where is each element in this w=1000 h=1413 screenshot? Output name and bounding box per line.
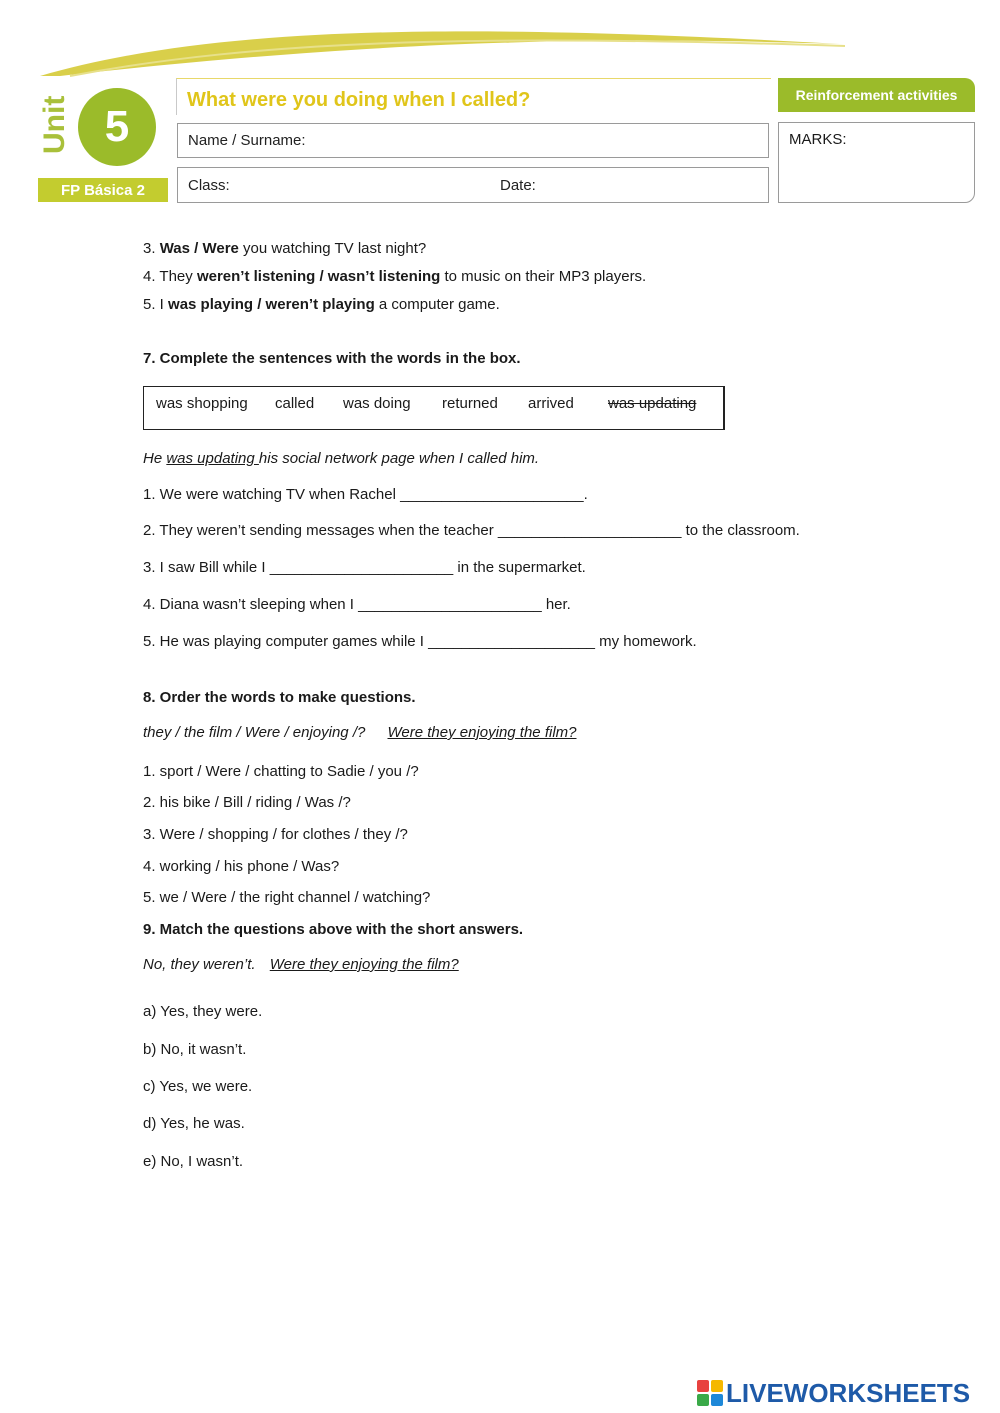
ex6-item-3: 3. Was / Were you watching TV last night? xyxy=(143,240,427,257)
liveworksheets-logo xyxy=(697,1377,970,1409)
ex8-heading: 8. Order the words to make questions. xyxy=(143,689,416,706)
ex8-item-5[interactable]: 5. we / Were / the right channel / watching? xyxy=(143,889,431,906)
ex9-item-a[interactable]: a) Yes, they were. xyxy=(143,1003,263,1020)
ex9-item-d[interactable]: d) Yes, he was. xyxy=(143,1115,245,1132)
ex7-item-4[interactable]: 4. Diana wasn’t sleeping when I ______________________ her. xyxy=(143,596,571,613)
marks-label: MARKS: xyxy=(789,131,847,148)
ex8-item-1[interactable]: 1. sport / Were / chatting to Sadie / you /? xyxy=(143,763,419,780)
class-date-field[interactable] xyxy=(177,167,769,203)
class-label: Class: xyxy=(188,177,230,194)
ex8-item-2[interactable]: 2. his bike / Bill / riding / Was /? xyxy=(143,794,351,811)
ex9-item-e[interactable]: e) No, I wasn’t. xyxy=(143,1153,244,1170)
unit-label: Unit xyxy=(38,95,71,154)
ex6-item-4: 4. They weren’t listening / wasn’t listening to music on their MP3 players. xyxy=(143,268,647,285)
word-box-item: was doing xyxy=(343,395,411,412)
reinforcement-badge: Reinforcement activities xyxy=(778,78,975,112)
ex8-item-3[interactable]: 3. Were / shopping / for clothes / they /? xyxy=(143,826,408,843)
ex7-item-2[interactable]: 2. They weren’t sending messages when the teacher ______________________ to the classroom. xyxy=(143,522,800,539)
word-box-item: arrived xyxy=(528,395,574,412)
ex7-example: He was updating his social network page when I called him. xyxy=(143,450,540,467)
header-swoosh xyxy=(0,0,1000,80)
marks-box[interactable] xyxy=(778,122,975,203)
unit-number: 5 xyxy=(78,88,156,166)
page-title: What were you doing when I called? xyxy=(187,89,531,111)
ex9-item-c[interactable]: c) Yes, we were. xyxy=(143,1078,253,1095)
word-box-item-used: was updating xyxy=(608,395,697,412)
date-label: Date: xyxy=(500,177,536,194)
word-box-item: called xyxy=(275,395,315,412)
name-label: Name / Surname: xyxy=(188,132,306,149)
ex9-heading: 9. Match the questions above with the short answers. xyxy=(143,921,524,938)
word-box xyxy=(143,386,725,430)
ex9-item-b[interactable]: b) No, it wasn’t. xyxy=(143,1041,247,1058)
name-field[interactable] xyxy=(177,123,769,158)
word-box-item: was shopping xyxy=(156,395,248,412)
ex8-example: they / the film / Were / enjoying /? Were they enjoying the film? xyxy=(143,724,577,741)
course-label: FP Básica 2 xyxy=(38,178,168,202)
ex6-item-5: 5. I was playing / weren’t playing a computer game. xyxy=(143,296,500,313)
ex8-item-4[interactable]: 4. working / his phone / Was? xyxy=(143,858,340,875)
brand-name: LIVEWORKSHEETS xyxy=(726,1377,971,1408)
liveworksheets-icon xyxy=(697,1380,723,1406)
ex7-heading: 7. Complete the sentences with the words in the box. xyxy=(143,350,521,367)
word-box-item: returned xyxy=(442,395,498,412)
ex7-item-5[interactable]: 5. He was playing computer games while I ____________________ my homework. xyxy=(143,633,697,650)
ex7-item-1[interactable]: 1. We were watching TV when Rachel ______________________. xyxy=(143,486,588,503)
ex7-item-3[interactable]: 3. I saw Bill while I ______________________ in the supermarket. xyxy=(143,559,586,576)
ex9-example: No, they weren’t. Were they enjoying the film? xyxy=(143,956,459,973)
